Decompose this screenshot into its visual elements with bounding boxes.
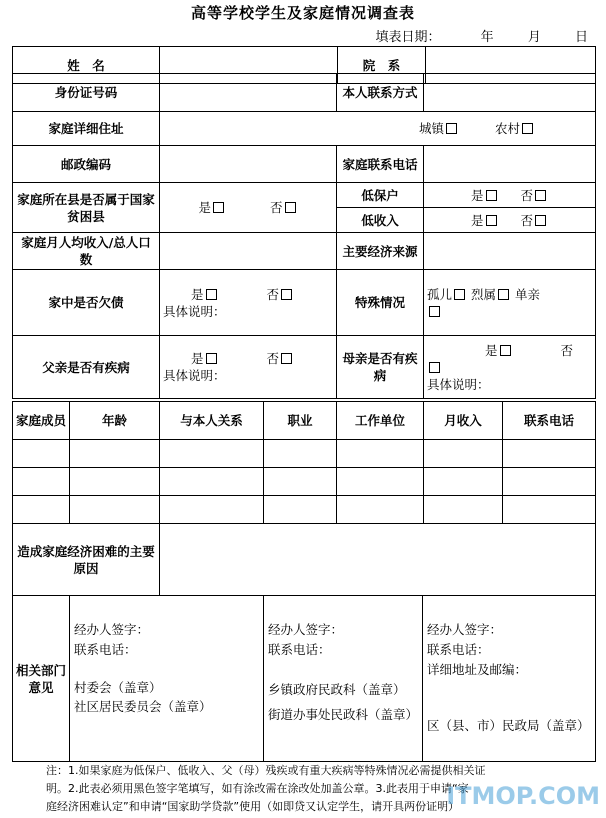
date-year: 年	[480, 30, 494, 45]
village-committee: 村委会（盖章）	[74, 679, 162, 695]
dibao-field[interactable]	[424, 183, 596, 208]
dibao-no-checkbox[interactable]	[535, 190, 546, 201]
member-cell[interactable]	[337, 440, 424, 468]
members-header-3: 职业	[264, 402, 337, 440]
date-day: 日	[574, 30, 588, 45]
low-income-no-checkbox[interactable]	[535, 215, 546, 226]
survey-form-main	[12, 73, 596, 399]
dibao-label: 低保户	[337, 183, 424, 208]
father-field[interactable]	[160, 336, 337, 399]
town-checkbox[interactable]	[446, 123, 457, 134]
source-label: 主要经济来源	[337, 233, 424, 270]
debt-yes-checkbox[interactable]	[206, 289, 217, 300]
table-row	[13, 468, 596, 496]
member-cell[interactable]	[160, 440, 264, 468]
date-month: 月	[527, 30, 541, 45]
member-cell[interactable]	[424, 440, 503, 468]
table-row	[13, 440, 596, 468]
mother-detail: 具体说明：	[427, 376, 490, 392]
address-label: 家庭详细住址	[13, 112, 160, 146]
poor-county-yes: 是	[198, 200, 212, 215]
special-label: 特殊情况	[337, 270, 424, 336]
martyr-option: 烈属	[471, 286, 497, 302]
father-no-checkbox[interactable]	[281, 353, 292, 364]
opinion-township[interactable]	[264, 596, 423, 762]
father-yes: 是	[191, 351, 204, 366]
village-tel: 联系电话：	[74, 641, 137, 657]
dibao-no: 否	[520, 187, 534, 203]
county-tel: 联系电话：	[427, 641, 490, 657]
dept-label: 院 系	[338, 47, 426, 84]
members-header-2: 与本人关系	[160, 402, 264, 440]
father-no: 否	[266, 351, 280, 366]
county-sign: 经办人签字：	[427, 621, 503, 637]
member-cell[interactable]	[503, 468, 596, 496]
opinion-county[interactable]	[423, 596, 596, 762]
special-field[interactable]	[424, 270, 596, 336]
table-row	[13, 496, 596, 524]
income-field[interactable]	[160, 233, 337, 270]
debt-no-checkbox[interactable]	[281, 289, 292, 300]
members-header-1: 年龄	[70, 402, 160, 440]
poor-county-no: 否	[270, 200, 283, 215]
home-phone-label: 家庭联系电话	[337, 146, 424, 183]
father-detail: 具体说明：	[163, 368, 226, 383]
member-cell[interactable]	[13, 468, 70, 496]
county-bureau: 区（县、市）民政局（盖章）	[427, 717, 590, 733]
member-cell[interactable]	[424, 496, 503, 524]
date-label: 填表日期：	[375, 30, 441, 45]
members-header-4: 工作单位	[337, 402, 424, 440]
debt-yes: 是	[191, 286, 204, 302]
income-label: 家庭月人均收入/总人口数	[13, 233, 160, 270]
opinion-table	[12, 595, 596, 762]
opinion-village[interactable]	[70, 596, 264, 762]
community-committee: 社区居民委员会（盖章）	[74, 698, 212, 714]
name-label: 姓 名	[13, 47, 160, 84]
low-income-label: 低收入	[337, 208, 424, 233]
opinion-label: 相关部门意见	[13, 596, 70, 762]
orphan-checkbox[interactable]	[454, 289, 465, 300]
poor-county-no-checkbox[interactable]	[285, 202, 296, 213]
orphan-option: 孤儿	[427, 286, 453, 302]
member-cell[interactable]	[160, 496, 264, 524]
postcode-label: 邮政编码	[13, 146, 160, 183]
member-cell[interactable]	[160, 468, 264, 496]
note-line: 注：1.如果家庭为低保户、低收入、父（母）残疾或有重大疾病等特殊情况必需提供相关证	[46, 764, 486, 777]
father-label: 父亲是否有疾病	[13, 336, 160, 399]
member-cell[interactable]	[264, 496, 337, 524]
poor-county-yes-checkbox[interactable]	[213, 202, 224, 213]
low-income-yes: 是	[471, 212, 484, 228]
member-cell[interactable]	[503, 440, 596, 468]
home-phone-field[interactable]	[424, 146, 596, 183]
member-cell[interactable]	[70, 440, 160, 468]
debt-field[interactable]	[160, 270, 337, 336]
address-field[interactable]	[160, 112, 596, 146]
watermark: ITMOP.COM	[446, 782, 600, 810]
father-yes-checkbox[interactable]	[206, 353, 217, 364]
martyr-checkbox[interactable]	[498, 289, 509, 300]
dibao-yes: 是	[471, 187, 484, 203]
member-cell[interactable]	[13, 496, 70, 524]
poor-county-field[interactable]	[160, 183, 337, 233]
member-cell[interactable]	[264, 440, 337, 468]
member-cell[interactable]	[70, 468, 160, 496]
township-tel: 联系电话：	[268, 641, 331, 657]
township-sign: 经办人签字：	[268, 621, 344, 637]
county-address: 详细地址及邮编：	[427, 661, 528, 677]
note-line: 明。2.此表必须用黑色签字笔填写，如有涂改需在涂改处加盖公章。3.此表用于申请“家	[46, 782, 469, 795]
village-checkbox[interactable]	[522, 123, 533, 134]
low-income-no: 否	[520, 212, 534, 228]
street-office: 街道办事处民政科（盖章）	[268, 706, 419, 722]
phone-label: 本人联系方式	[337, 74, 424, 112]
mother-no-checkbox[interactable]	[429, 362, 440, 373]
member-cell[interactable]	[13, 440, 70, 468]
members-header-6: 联系电话	[503, 402, 596, 440]
idcard-field[interactable]	[160, 74, 337, 112]
postcode-field[interactable]	[160, 146, 337, 183]
single-parent-checkbox[interactable]	[429, 306, 440, 317]
note-line: 庭经济困难认定”和申请“国家助学贷款”使用（如即贷又认定学生，请开具两份证明）	[46, 800, 460, 813]
debt-detail: 具体说明：	[163, 303, 226, 319]
mother-label: 母亲是否有疾病	[337, 336, 424, 399]
idcard-label: 身份证号码	[13, 74, 160, 112]
debt-label: 家中是否欠债	[13, 270, 160, 336]
member-cell[interactable]	[70, 496, 160, 524]
page-title: 高等学校学生及家庭情况调查表	[190, 4, 415, 22]
hardship-label: 造成家庭经济困难的主要原因	[13, 524, 160, 596]
village-sign: 经办人签字：	[74, 621, 150, 637]
township-office: 乡镇政府民政科（盖章）	[268, 681, 406, 697]
source-field[interactable]	[424, 233, 596, 270]
low-income-field[interactable]	[424, 208, 596, 233]
poor-county-label: 家庭所在县是否属于国家贫困县	[13, 183, 160, 233]
mother-yes: 是	[485, 342, 498, 358]
debt-no: 否	[266, 286, 280, 302]
town-option: 城镇	[419, 121, 445, 136]
members-header-0: 家庭成员	[13, 402, 70, 440]
phone-field[interactable]	[424, 74, 596, 112]
mother-field[interactable]	[424, 336, 596, 399]
member-cell[interactable]	[264, 468, 337, 496]
members-header-5: 月收入	[424, 402, 503, 440]
mother-yes-checkbox[interactable]	[500, 345, 511, 356]
member-cell[interactable]	[424, 468, 503, 496]
member-cell[interactable]	[337, 468, 424, 496]
dibao-yes-checkbox[interactable]	[486, 190, 497, 201]
mother-no: 否	[560, 342, 574, 358]
village-option: 农村	[495, 121, 521, 136]
low-income-yes-checkbox[interactable]	[486, 215, 497, 226]
member-cell[interactable]	[503, 496, 596, 524]
fill-date	[376, 26, 588, 45]
hardship-field[interactable]	[160, 524, 596, 596]
member-cell[interactable]	[337, 496, 424, 524]
family-members-table	[12, 401, 596, 596]
single-parent-option: 单亲	[515, 286, 541, 302]
